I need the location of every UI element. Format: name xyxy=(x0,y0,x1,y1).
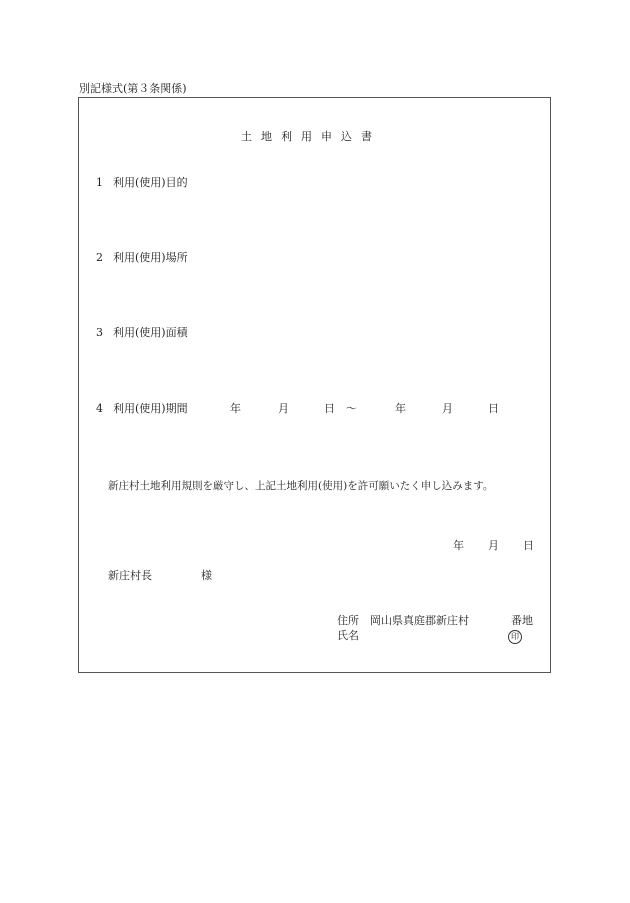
period-end-day: 日 xyxy=(488,402,499,415)
item-label-location: 利用(使用)場所 xyxy=(113,251,188,264)
addressee-honorific: 様 xyxy=(201,569,212,582)
form-title: 土地利用申込書 xyxy=(241,130,381,143)
addressee-name: 新庄村長 xyxy=(108,569,152,582)
period-start-day: 日 xyxy=(324,402,335,415)
item-number-2: 2 xyxy=(96,251,103,264)
item-label-area: 利用(使用)面積 xyxy=(113,326,188,339)
period-start-year: 年 xyxy=(230,402,241,415)
seal-mark-icon xyxy=(508,629,522,644)
date-month: 月 xyxy=(488,539,499,552)
item-label-period: 利用(使用)期間 xyxy=(113,402,188,415)
period-tilde: 〜 xyxy=(346,402,357,415)
form-reference: 別記様式(第３条関係) xyxy=(79,82,187,95)
item-label-purpose: 利用(使用)目的 xyxy=(113,176,188,189)
period-end-month: 月 xyxy=(442,402,453,415)
period-end-year: 年 xyxy=(395,402,406,415)
item-number-4: 4 xyxy=(96,402,103,415)
date-year: 年 xyxy=(453,539,464,552)
date-day: 日 xyxy=(523,539,534,552)
period-start-month: 月 xyxy=(278,402,289,415)
name-label: 氏名 xyxy=(337,629,359,642)
seal-mark-text: 印 xyxy=(508,630,522,644)
address-label: 住所 xyxy=(337,614,359,627)
address-suffix: 番地 xyxy=(511,614,533,627)
item-number-1: 1 xyxy=(96,176,103,189)
item-number-3: 3 xyxy=(96,326,103,339)
address-value: 岡山県真庭郡新庄村 xyxy=(370,614,469,627)
application-statement: 新庄村土地利用規則を厳守し、上記土地利用(使用)を許可願いたく申し込みます。 xyxy=(108,480,494,492)
